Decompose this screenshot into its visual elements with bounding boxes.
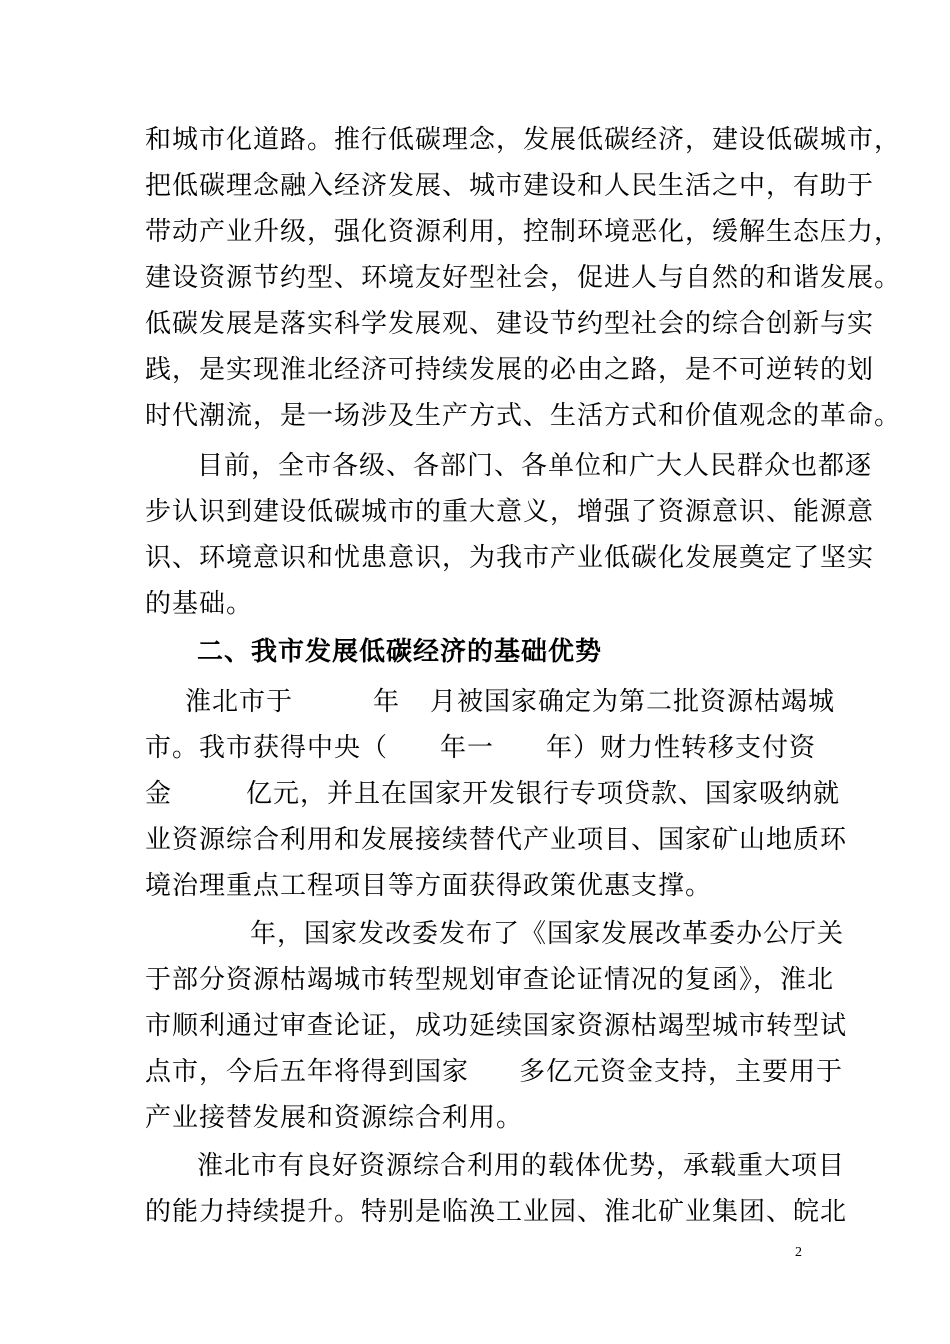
paragraph-line: 和城市化道路。推行低碳理念，发展低碳经济，建设低碳城市， — [145, 125, 902, 155]
paragraph-line — [145, 1052, 844, 1092]
page-number: 2 — [795, 1245, 802, 1260]
text-segment: 多亿元资金支持，主要用于 — [519, 1057, 844, 1087]
paragraph-line — [145, 774, 841, 814]
paragraph-line: 把低碳理念融入经济发展、城市建设和人民生活之中，有助于 — [145, 171, 875, 201]
paragraph-line: 淮北市有良好资源综合利用的载体优势，承载重大项目 — [197, 1151, 846, 1181]
paragraph-line: 市顺利通过审查论证，成功延续国家资源枯竭型城市转型试 — [145, 1011, 848, 1041]
text-segment: 年）财力性转移支付资 — [546, 733, 817, 763]
paragraph-line: 建设资源节约型、环境友好型社会，促进人与自然的和谐发展。 — [145, 263, 902, 293]
section-heading: 二、我市发展低碳经济的基础优势 — [197, 637, 603, 667]
text-segment: 金 — [145, 779, 173, 809]
paragraph-line: 年，国家发改委发布了《国家发展改革委办公厅关 — [250, 919, 845, 949]
text-segment: 市。我市获得中央（ — [145, 733, 389, 763]
paragraph-line: 时代潮流，是一场涉及生产方式、生活方式和价值观念的革命。 — [145, 401, 902, 431]
text-segment: 亿元，并且在国家开发银行专项贷款、国家吸纳就 — [246, 779, 841, 809]
text-segment: 淮北市于 — [185, 687, 294, 717]
paragraph-line: 业资源综合利用和发展接续替代产业项目、国家矿山地质环 — [145, 825, 848, 855]
paragraph-line — [145, 728, 817, 768]
text-segment: 点市，今后五年将得到国家 — [145, 1057, 470, 1087]
paragraph-line: 产业接替发展和资源综合利用。 — [145, 1103, 524, 1133]
paragraph-line: 低碳发展是落实科学发展观、建设节约型社会的综合创新与实 — [145, 309, 875, 339]
paragraph-line: 步认识到建设低碳城市的重大意义，增强了资源意识、能源意 — [145, 497, 875, 527]
text-segment: 年 — [373, 687, 401, 717]
text-segment: 月被国家确定为第二批资源枯竭城 — [430, 687, 836, 717]
paragraph-line: 践，是实现淮北经济可持续发展的必由之路，是不可逆转的划 — [145, 355, 875, 385]
paragraph-line: 目前，全市各级、各部门、各单位和广大人民群众也都逐 — [197, 451, 873, 481]
paragraph-line: 的能力持续提升。特别是临涣工业园、淮北矿业集团、皖北 — [145, 1197, 848, 1227]
paragraph-line: 境治理重点工程项目等方面获得政策优惠支撑。 — [145, 871, 713, 901]
paragraph-line: 的基础。 — [145, 589, 254, 619]
paragraph-line: 于部分资源枯竭城市转型规划审查论证情况的复函》，淮北 — [145, 965, 835, 995]
text-segment: 年一 — [440, 733, 495, 763]
paragraph-line: 识、环境意识和忧患意识，为我市产业低碳化发展奠定了坚实 — [145, 543, 875, 573]
paragraph-line — [185, 682, 836, 722]
paragraph-line: 带动产业升级，强化资源利用，控制环境恶化，缓解生态压力， — [145, 217, 902, 247]
